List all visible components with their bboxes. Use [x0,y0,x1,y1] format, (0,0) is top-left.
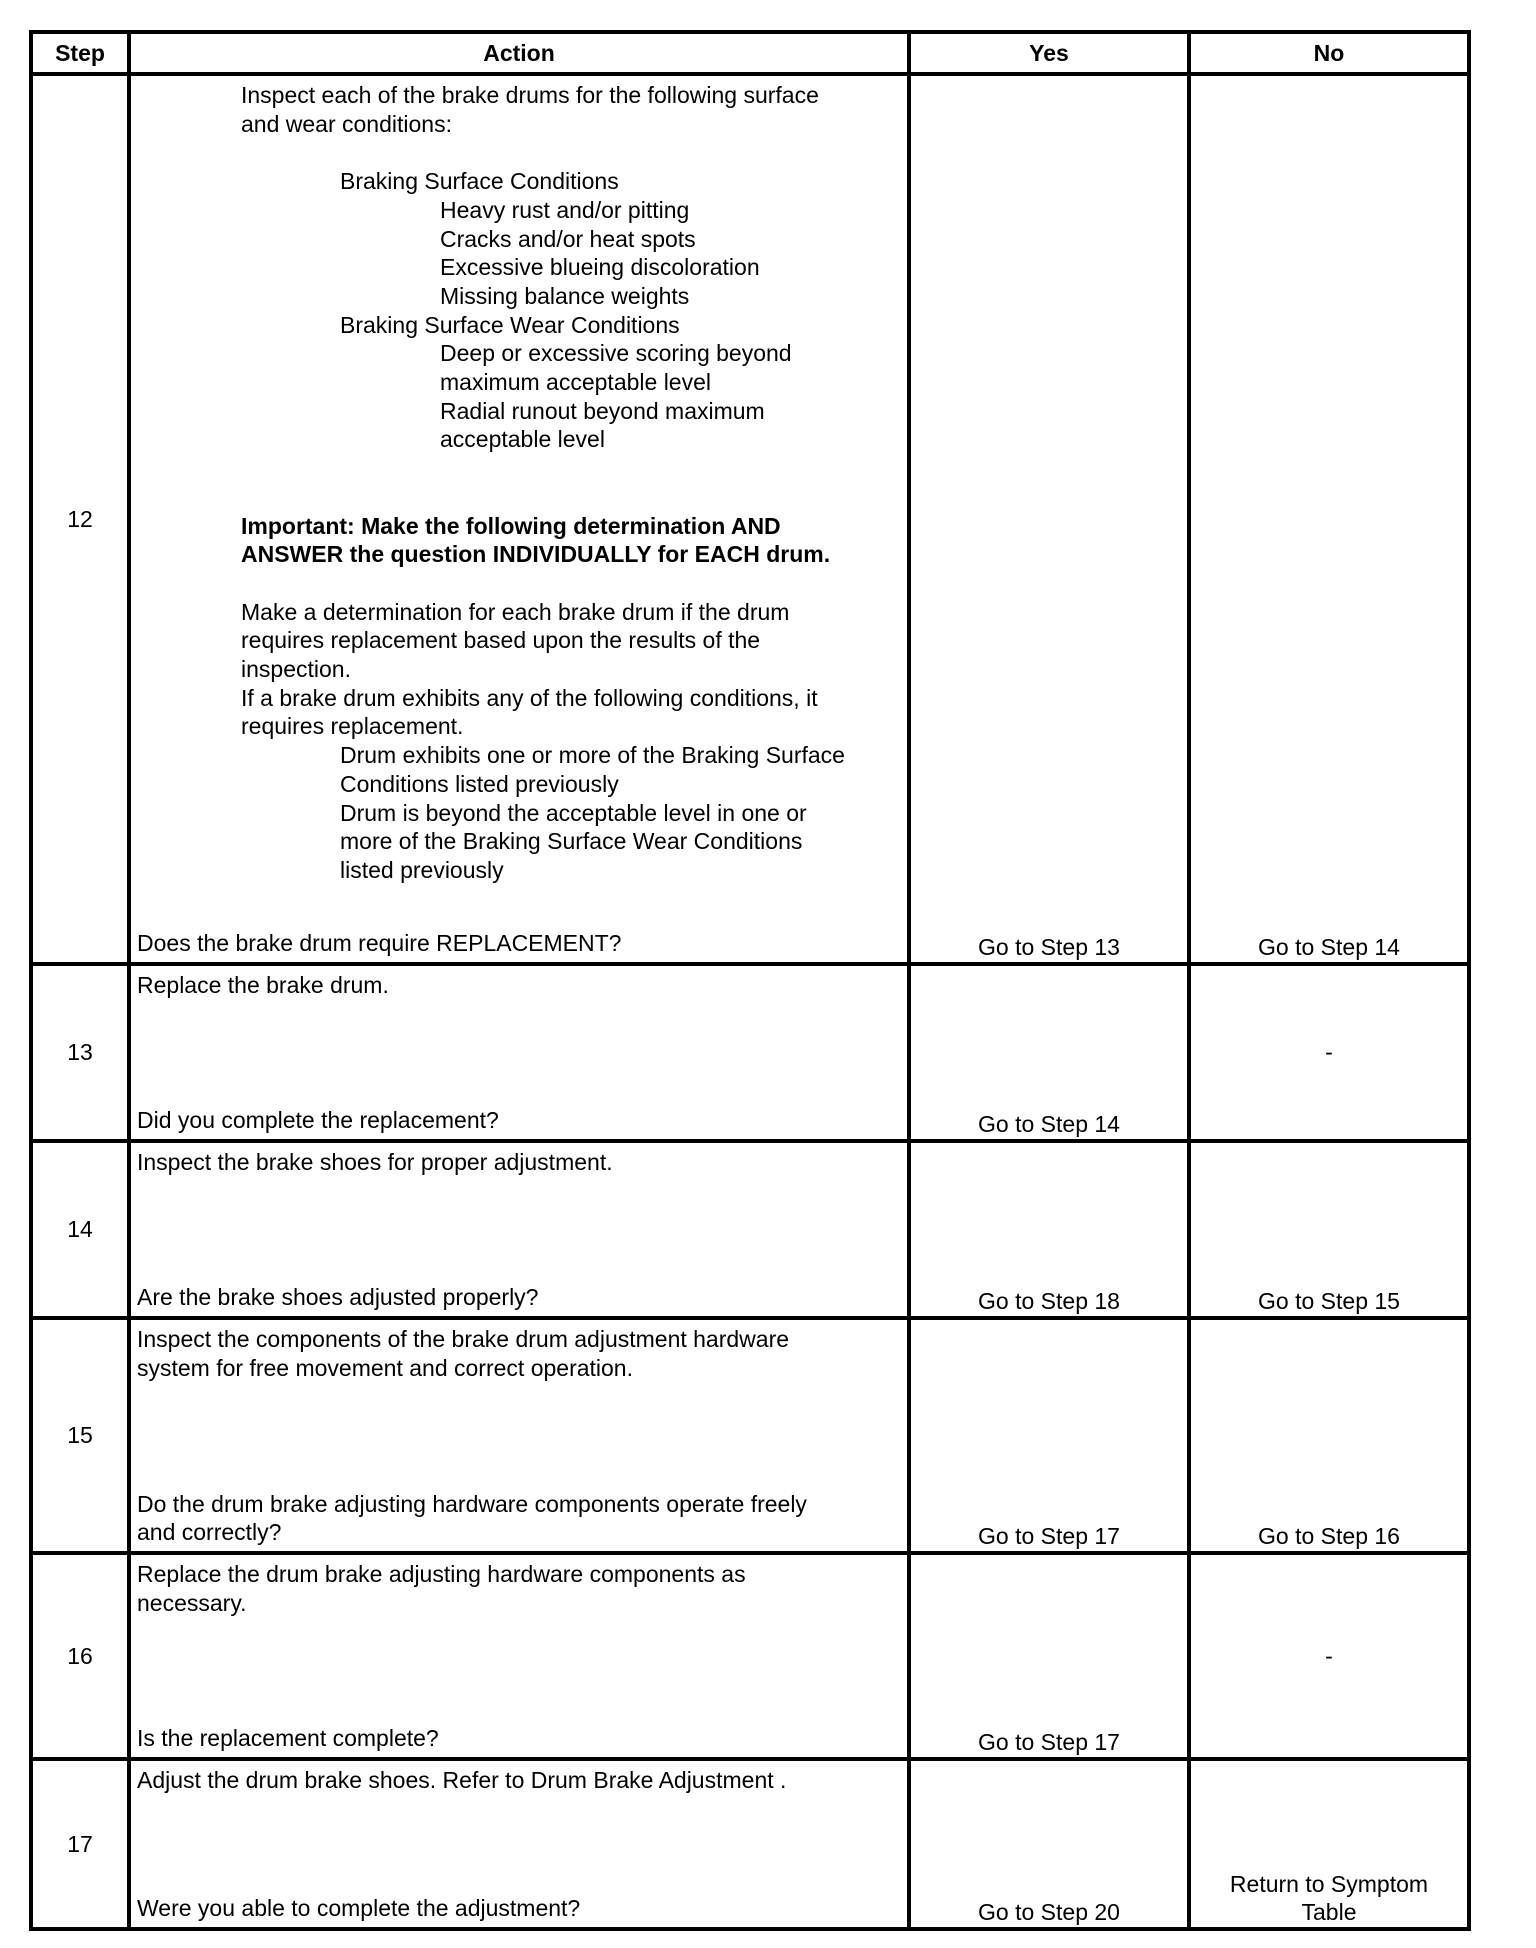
condition-item: Heavy rust and/or pitting [440,196,690,223]
action-text: system for free movement and correct operation. [137,1354,633,1381]
action-question-line: Do the drum brake adjusting hardware components operate freely [137,1490,807,1517]
condition-group-title: Braking Surface Conditions [340,168,619,195]
step-number: 12 [31,74,129,964]
action-question-line: and correctly? [137,1519,282,1546]
condition-item: Excessive blueing discoloration [440,254,760,281]
yes-cell: Go to Step 20 [909,1759,1189,1929]
action-cell [129,1141,909,1318]
no-cell: - [1189,1553,1469,1759]
yes-cell: Go to Step 17 [909,1318,1189,1553]
action-cell [129,964,909,1141]
action-cell [129,1318,909,1553]
action-text: Replace the brake drum. [137,972,389,998]
step-number: 16 [31,1553,129,1759]
diagnostic-table [29,30,1471,1931]
step-number: 13 [31,964,129,1141]
action-question: Does the brake drum require REPLACEMENT? [137,930,622,957]
action-text: requires replacement. [241,713,464,740]
step-number: 14 [31,1141,129,1318]
condition-item: Deep or excessive scoring beyond [440,340,792,367]
action-text: Make a determination for each brake drum if the drum [241,598,790,625]
action-cell [129,1759,909,1929]
condition-item: maximum acceptable level [440,369,712,396]
table-row-step-15 [31,1318,1469,1553]
table-row-step-17 [31,1759,1469,1929]
condition-item: Missing balance weights [440,282,690,309]
action-text: Inspect each of the brake drums for the following surface [241,82,819,108]
action-text: necessary. [137,1589,247,1616]
action-cell [129,74,909,964]
action-text: If a brake drum exhibits any of the following conditions, it [241,684,818,711]
action-question: Were you able to complete the adjustment? [137,1895,581,1922]
header-no: No [1189,32,1469,74]
action-question: Is the replacement complete? [137,1725,439,1752]
yes-cell: Go to Step 17 [909,1553,1189,1759]
important-note: ANSWER the question INDIVIDUALLY for EACH drum. [241,541,831,568]
no-cell-line: Return to Symptom [1229,1870,1429,1897]
yes-cell: Go to Step 14 [909,964,1189,1141]
condition-item: Drum exhibits one or more of the Braking Surface [340,742,845,769]
action-question: Did you complete the replacement? [137,1107,499,1134]
action-text: Inspect the brake shoes for proper adjustment. [137,1149,613,1175]
no-cell-line: Table [1301,1899,1357,1926]
action-text: Adjust the drum brake shoes. Refer to Drum Brake Adjustment . [137,1767,787,1793]
table-row-step-13 [31,964,1469,1141]
action-text: requires replacement based upon the results of the [241,627,761,654]
no-cell: Go to Step 16 [1189,1318,1469,1553]
table-row-step-14 [31,1141,1469,1318]
header-step: Step [31,32,129,74]
action-text: and wear conditions: [241,110,452,137]
table-row-step-16 [31,1553,1469,1759]
condition-item: Conditions listed previously [340,770,619,797]
no-cell: Go to Step 15 [1189,1141,1469,1318]
no-cell [1189,1759,1469,1929]
action-cell [129,1553,909,1759]
important-note: Important: Make the following determination AND [241,512,781,539]
header-row [31,32,1469,74]
no-cell: Go to Step 14 [1189,74,1469,964]
step-number: 15 [31,1318,129,1553]
condition-item: Radial runout beyond maximum [440,397,765,424]
yes-cell: Go to Step 18 [909,1141,1189,1318]
action-question: Are the brake shoes adjusted properly? [137,1284,539,1311]
yes-cell: Go to Step 13 [909,74,1189,964]
condition-item: acceptable level [440,426,605,453]
action-question [137,1490,901,1547]
action-text: Inspect the components of the brake drum adjustment hardware [137,1326,790,1352]
condition-group-title: Braking Surface Wear Conditions [340,311,680,338]
condition-item: Drum is beyond the acceptable level in one or [340,799,807,826]
condition-item: more of the Braking Surface Wear Conditions [340,828,803,855]
table-row-step-12 [31,74,1469,964]
condition-item: listed previously [340,856,504,883]
header-yes: Yes [909,32,1189,74]
action-text: Replace the drum brake adjusting hardware components as [137,1561,746,1587]
condition-item: Cracks and/or heat spots [440,225,696,252]
header-action: Action [129,32,909,74]
action-text: inspection. [241,656,351,682]
step-number: 17 [31,1759,129,1929]
no-cell: - [1189,964,1469,1141]
